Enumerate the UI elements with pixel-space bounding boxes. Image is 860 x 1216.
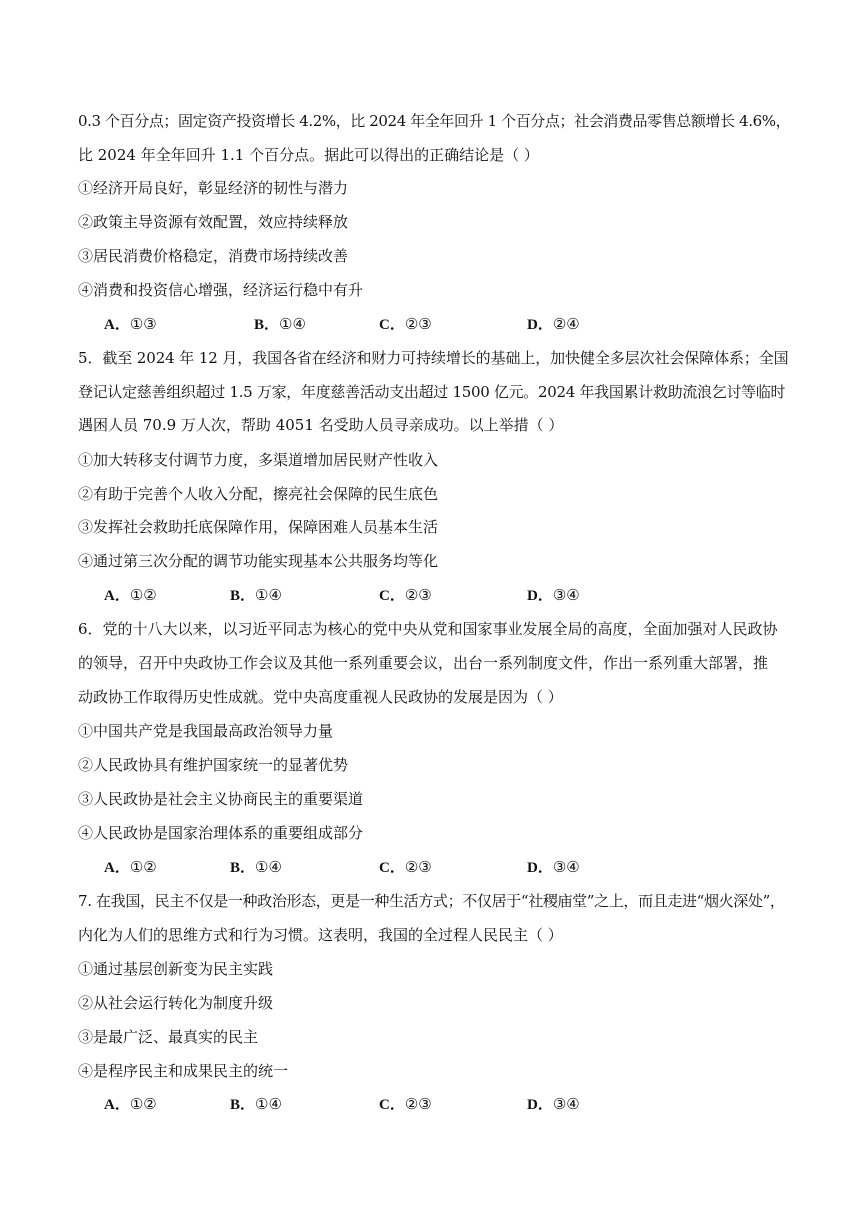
- question-4-stem-line: 比 2024 年全年回升 1.1 个百分点。据此可以得出的正确结论是（ ）: [78, 146, 539, 164]
- question-6-item-1: ①中国共产党是我国最高政治领导力量: [78, 722, 334, 740]
- question-4-item-1: ①经济开局良好，彰显经济的韧性与潜力: [78, 179, 349, 197]
- question-7-item-4: ④是程序民主和成果民主的统一: [78, 1062, 289, 1080]
- option-a[interactable]: A．①②: [104, 586, 157, 604]
- option-c[interactable]: C．②③: [379, 586, 432, 604]
- question-5-item-4: ④通过第三次分配的调节功能实现基本公共服务均等化: [78, 552, 439, 570]
- question-7-item-3: ③是最广泛、最真实的民主: [78, 1028, 259, 1046]
- option-c[interactable]: C．②③: [379, 858, 432, 876]
- option-b[interactable]: B．①④: [230, 1095, 282, 1113]
- option-c[interactable]: C．②③: [379, 1095, 432, 1113]
- option-d[interactable]: D．③④: [527, 1095, 580, 1113]
- question-4-stem-line: 0.3 个百分点；固定资产投资增长 4.2%，比 2024 年全年回升 1 个百分点；社会消费品零售总额增长 4.6%，: [78, 112, 791, 130]
- option-a[interactable]: A．①③: [104, 315, 157, 333]
- question-6-item-2: ②人民政协具有维护国家统一的显著优势: [78, 756, 349, 774]
- option-a[interactable]: A．①②: [104, 858, 157, 876]
- question-5-stem-line: 遇困人员 70.9 万人次，帮助 4051 名受助人员寻亲成功。以上举措（ ）: [78, 416, 564, 434]
- question-4-item-3: ③居民消费价格稳定，消费市场持续改善: [78, 247, 349, 265]
- option-c[interactable]: C．②③: [379, 315, 432, 333]
- question-6-stem-line: 的领导，召开中央政协工作会议及其他一系列重要会议，出台一系列制度文件，作出一系列重大部署，推: [78, 654, 769, 672]
- question-5-item-1: ①加大转移支付调节力度，多渠道增加居民财产性收入: [78, 451, 439, 469]
- option-a[interactable]: A．①②: [104, 1095, 157, 1113]
- question-4-item-4: ④消费和投资信心增强，经济运行稳中有升: [78, 281, 364, 299]
- question-6-item-3: ③人民政协是社会主义协商民主的重要渠道: [78, 790, 364, 808]
- option-d[interactable]: D．③④: [527, 586, 580, 604]
- option-d[interactable]: D．②④: [527, 315, 580, 333]
- question-4-item-2: ②政策主导资源有效配置，效应持续释放: [78, 213, 349, 231]
- question-7-item-2: ②从社会运行转化为制度升级: [78, 994, 274, 1012]
- question-6-stem-line: 动政协工作取得历史性成就。党中央高度重视人民政协的发展是因为（ ）: [78, 688, 563, 706]
- question-7-stem-line: 内化为人们的思维方式和行为习惯。这表明，我国的全过程人民民主（ ）: [78, 926, 563, 944]
- question-6-stem-line: 6．党的十八大以来，以习近平同志为核心的党中央从党和国家事业发展全局的高度，全面加强对人民政协: [78, 620, 778, 638]
- question-5-stem-line: 登记认定慈善组织超过 1.5 万家，年度慈善活动支出超过 1500 亿元。2024 年我国累计救助流浪乞讨等临时: [78, 383, 786, 401]
- option-b[interactable]: B．①④: [230, 586, 282, 604]
- question-7-stem-line: 7. 在我国，民主不仅是一种政治形态，更是一种生活方式；不仅居于“社稷庙堂”之上，而且走进“烟火深处”，: [78, 892, 785, 910]
- question-7-item-1: ①通过基层创新变为民主实践: [78, 960, 274, 978]
- question-5-item-3: ③发挥社会救助托底保障作用，保障困难人员基本生活: [78, 518, 439, 536]
- question-5-stem-line: 5．截至 2024 年 12 月，我国各省在经济和财力可持续增长的基础上，加快健全多层次社会保障体系；全国: [78, 349, 789, 367]
- option-b[interactable]: B．①④: [230, 858, 282, 876]
- option-d[interactable]: D．③④: [527, 858, 580, 876]
- question-6-item-4: ④人民政协是国家治理体系的重要组成部分: [78, 824, 364, 842]
- question-5-item-2: ②有助于完善个人收入分配，擦亮社会保障的民生底色: [78, 485, 439, 503]
- option-b[interactable]: B．①④: [254, 315, 306, 333]
